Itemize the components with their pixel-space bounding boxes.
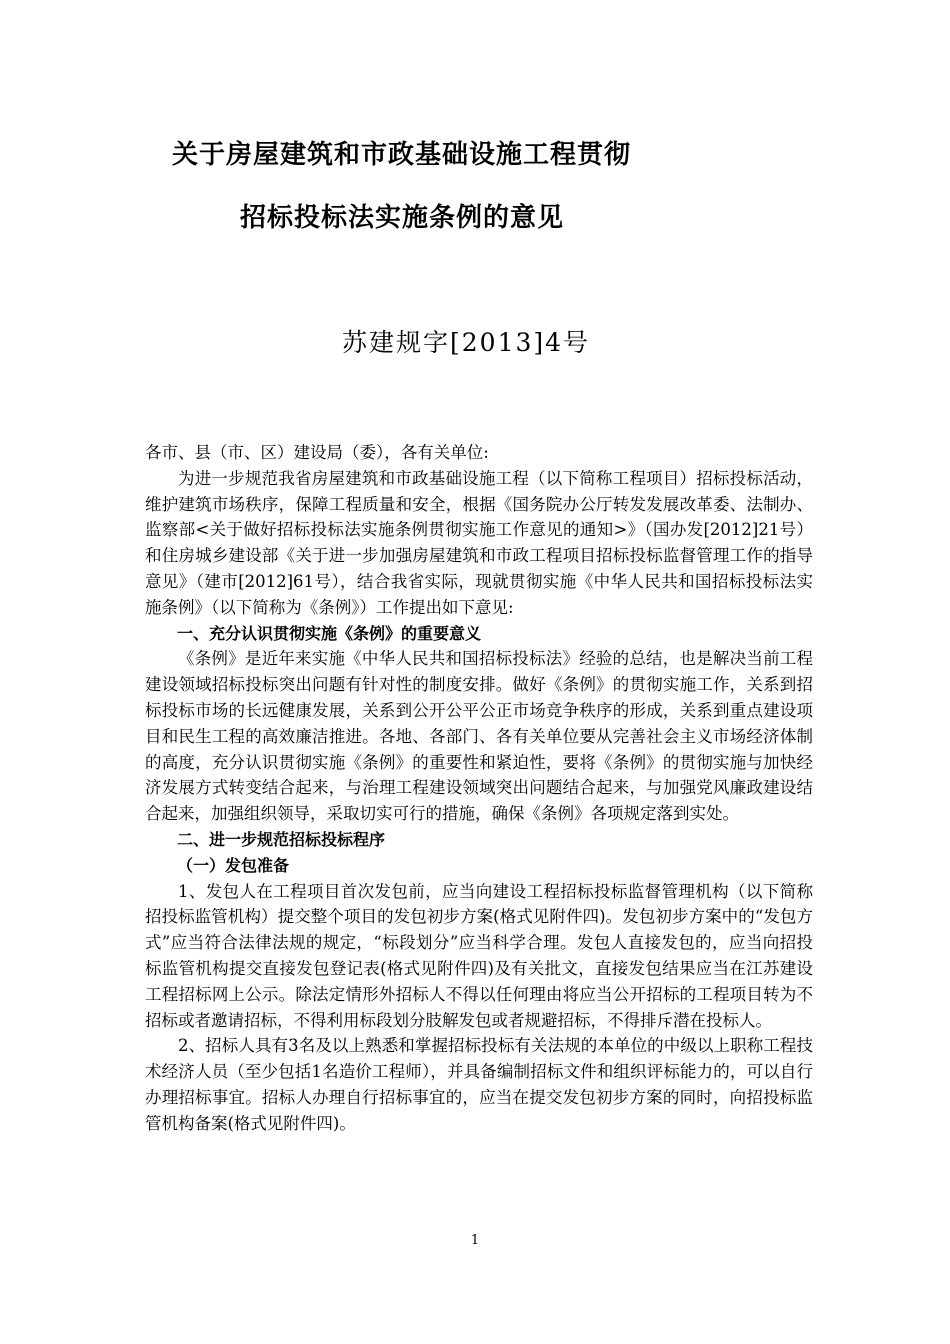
intro-paragraph: 为进一步规范我省房屋建筑和市政基础设施工程（以下简称工程项目）招标投标活动，维护建筑市场秩序，保障工程质量和安全，根据《国务院办公厅转发发展改革委、法制办、监察部<关于做好招标投标法实施条例贯彻实施工作意见的通知>》（国办发[2012]21号）和住房城乡建设部《关于进一步加强房屋建筑和市政工程项目招标投标监督管理工作的指导意见》（建市[2012]61号），结合我省实际，现就贯彻实施《中华人民共和国招标投标法实施条例》（以下简称为《条例》）工作提出如下意见:	[145, 468, 813, 617]
item-2-paragraph: 2、招标人具有3名及以上熟悉和掌握招标投标有关法规的本单位的中级以上职称工程技术经济人员（至少包括1名造价工程师），并具备编制招标文件和组织评标能力的，可以自行办理招标事宜。招标人办理自行招标事宜的，应当在提交发包初步方案的同时，向招投标监管机构备案(格式见附件四)。	[145, 1036, 813, 1133]
document-number: 苏建规字[2013]4号	[342, 328, 591, 357]
section-1-heading: 一、充分认识贯彻实施《条例》的重要意义	[177, 623, 482, 643]
subsection-1-heading: （一）发包准备	[177, 855, 290, 875]
section-2-heading: 二、进一步规范招标投标程序	[177, 829, 386, 849]
section-1-paragraph: 《条例》是近年来实施《中华人民共和国招标投标法》经验的总结，也是解决当前工程建设领域招标投标突出问题有针对性的制度安排。做好《条例》的贯彻实施工作，关系到招标投标市场的长远健康发展，关系到公开公平公正市场竞争秩序的形成，关系到重点建设项目和民生工程的高效廉洁推进。各地、各部门、各有关单位要从完善社会主义市场经济体制的高度，充分认识贯彻实施《条例》的重要性和紧迫性，要将《条例》的贯彻实施与加快经济发展方式转变结合起来，与治理工程建设领域突出问题结合起来，与加强党风廉政建设结合起来，加强组织领导，采取切实可行的措施，确保《条例》各项规定落到实处。	[145, 649, 813, 824]
document-body	[145, 440, 813, 1137]
document-title-line1: 关于房屋建筑和市政基础设施工程贯彻	[172, 140, 632, 170]
item-1-paragraph: 1、发包人在工程项目首次发包前，应当向建设工程招标投标监督管理机构（以下简称招投标监管机构）提交整个项目的发包初步方案(格式见附件四)。发包初步方案中的“发包方式”应当符合法律法规的规定，“标段划分”应当科学合理。发包人直接发包的，应当向招投标监管机构提交直接发包登记表(格式见附件四)及有关批文，直接发包结果应当在江苏建设工程招标网上公示。除法定情形外招标人不得以任何理由将应当公开招标的工程项目转为不招标或者邀请招标，不得利用标段划分肢解发包或者规避招标，不得排斥潜在投标人。	[145, 881, 813, 1030]
document-title-line2: 招标投标法实施条例的意见	[240, 203, 565, 233]
page-number: 1	[470, 1233, 480, 1248]
salutation: 各市、县（市、区）建设局（委），各有关单位:	[145, 443, 489, 462]
